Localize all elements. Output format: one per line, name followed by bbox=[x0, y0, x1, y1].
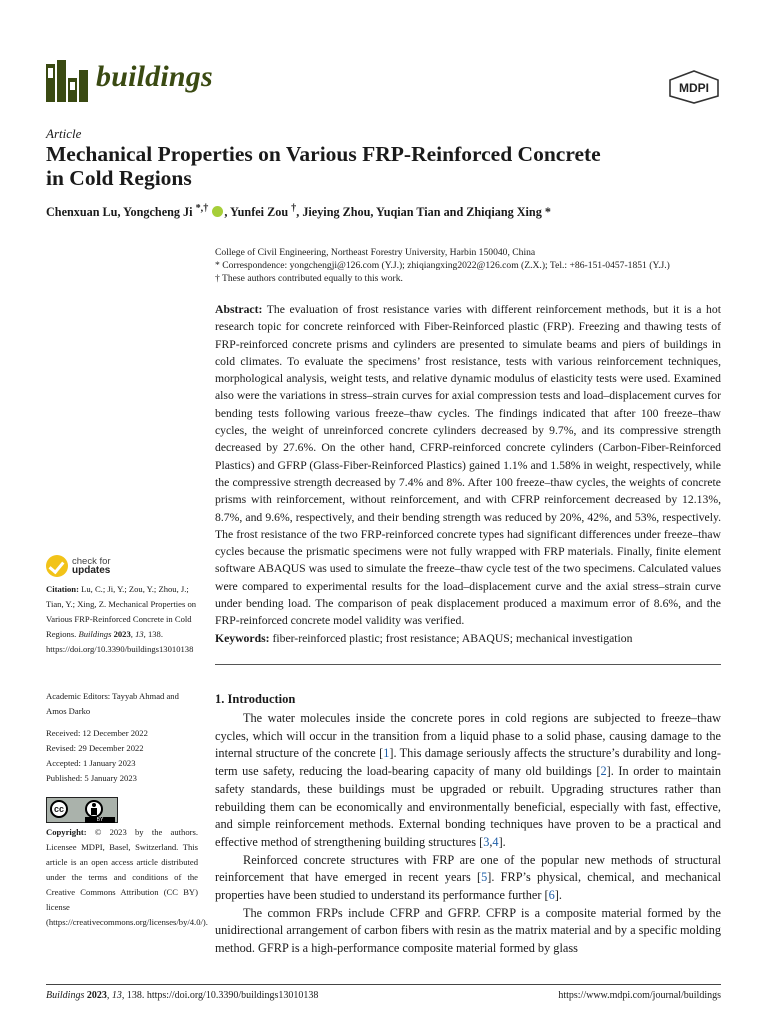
section-heading: 1. Introduction bbox=[215, 692, 296, 706]
title-line-1: Mechanical Properties on Various FRP-Reinforced Concrete bbox=[46, 142, 601, 166]
journal-logo-icon bbox=[46, 60, 90, 102]
author-text: Chenxuan Lu, Yongcheng Ji bbox=[46, 205, 196, 220]
paragraph-text: ]. bbox=[498, 834, 506, 849]
cc-by-license-icon[interactable] bbox=[46, 797, 118, 823]
check-for-updates-button[interactable] bbox=[46, 555, 146, 583]
copyright-notice bbox=[46, 825, 208, 930]
paragraph-text: , bbox=[489, 834, 493, 849]
by-label: BY bbox=[85, 817, 115, 823]
publication-dates bbox=[46, 726, 198, 786]
abstract bbox=[215, 301, 721, 630]
reference-link[interactable]: 2 bbox=[600, 764, 607, 779]
abstract-label: Abstract: bbox=[215, 303, 263, 316]
citation-volume: , 13 bbox=[130, 629, 144, 639]
footer-doi[interactable]: , 138. https://doi.org/10.3390/buildings13010138 bbox=[121, 990, 319, 1001]
affiliation: College of Civil Engineering, Northeast Forestry University, Harbin 150040, China bbox=[215, 247, 536, 258]
citation-journal: Buildings bbox=[78, 629, 112, 639]
citation-text: Lu, C.; Ji, Y.; Zou, Y.; Zhou, J.; Tian, Y.; Xing, Z. Mechanical Properties on Various FRP-Reinforced Concrete in Cold Regions. bbox=[46, 584, 197, 639]
check-icon bbox=[46, 555, 68, 577]
reference-link[interactable]: 6 bbox=[548, 888, 555, 903]
keywords-label: Keywords: bbox=[215, 632, 270, 645]
paragraph-text: ]. In order to maintain safety standards, these buildings must be upgraded or rebuilt. Upgrading structures rather than rebuilding them can be economically and environmentally beneficial, especially with fast, effective, and simple reinforcement methods. External bonding techniques have proven to be a practical and effective method of strengthening building structures [ bbox=[215, 764, 721, 849]
paragraph-text: Reinforced concrete structures with FRP are one of the popular new methods of structural reinforcement that have emerged in recent years [ bbox=[215, 852, 721, 885]
academic-editors: Academic Editors: Tayyab Ahmad and Amos Darko bbox=[46, 691, 179, 716]
footer-citation bbox=[46, 990, 318, 1001]
check-updates-text: updates bbox=[72, 565, 111, 576]
keywords-text: fiber-reinforced plastic; frost resistance; ABAQUS; mechanical investigation bbox=[269, 632, 633, 645]
footer-divider bbox=[46, 984, 721, 985]
reference-link[interactable]: 4 bbox=[492, 834, 499, 849]
keywords bbox=[215, 631, 721, 646]
cc-icon: cc bbox=[50, 800, 68, 818]
received-date: Received: 12 December 2022 bbox=[46, 728, 148, 738]
author-mark: *,† bbox=[195, 203, 209, 214]
author-text: , Jieying Zhou, Yuqian Tian and Zhiqiang Xing * bbox=[296, 205, 551, 220]
footer-journal-url[interactable]: https://www.mdpi.com/journal/buildings bbox=[558, 990, 721, 1001]
paragraph-text: The common FRPs include CFRP and GFRP. CFRP is a composite material formed by the unidirectional arrangement of carbon fibers with resin as the matrix material and by a specific molding method. GFRP is a high-performance composite material formed by glass bbox=[215, 905, 721, 956]
paragraph bbox=[215, 852, 721, 905]
published-date: Published: 5 January 2023 bbox=[46, 773, 137, 783]
reference-link[interactable]: 5 bbox=[481, 870, 488, 885]
footer-year: 2023 bbox=[84, 990, 107, 1001]
copyright-text: © 2023 by the authors. Licensee MDPI, Basel, Switzerland. This article is an open access article distributed under the terms and conditions of the Creative Commons Attribution (CC BY) license (https://creativecommons.org/licenses/by/4.0/). bbox=[46, 827, 208, 927]
reference-link[interactable]: 3 bbox=[483, 834, 490, 849]
section-divider bbox=[215, 664, 721, 665]
author-mark: † bbox=[291, 203, 297, 214]
paragraph bbox=[215, 710, 721, 852]
check-updates-text: check for bbox=[72, 556, 111, 567]
article-type: Article bbox=[46, 126, 82, 141]
journal-name: buildings bbox=[96, 60, 213, 93]
paragraph bbox=[215, 905, 721, 958]
paragraph-text: ]. bbox=[554, 888, 562, 903]
footer-volume: , 13 bbox=[106, 990, 122, 1001]
abstract-text: The evaluation of frost resistance varies with different reinforcement methods, but it is a hot research topic for concrete reinforced with Fiber-Reinforced plastic (FRP). Freezing and thawing tests of FRP-reinforced concrete prisms and cylinders are presented to simulate beams and piers of buildings in cold climates. To evaluate the specimens’ frost resistance, tests with various reinforcement techniques, morphological analysis, weight tests, and relative dynamic modulus of elasticity tests were used. Examined also were the variations in stress–strain curves for axial compression tests and load–displacement curves for bending tests following various freeze–thaw cycles. The findings indicated that after 100 freeze–thaw cycles, the weight of unreinforced concrete cylinders decreased by 9.7%, and its compressive strength decreased by 27.6%. On the other hand, CFRP-reinforced concrete cylinders (Carbon-Fiber-Reinforced Plastics) and GFRP (Glass-Fiber-Reinforced Plastics) gained 1.1% and 1.58% in weight, respectively, while the compressive strength decreased by 7.4% and 8%. After 100 freeze–thaw cycles, the weights of concrete prisms with reinforcement, without reinforcement, and with CFRP reinforcement decreased by 12.13%, 8.7%, and 9.6%, respectively, and their bending strength was reduced by 20%, 42%, and 53%, respectively. The frost resistance of the two FRP-reinforced concrete types had significant differences under freeze–thaw cycles because the prismatic specimens were not fully wrapped with FRP materials. Finally, finite element software ABAQUS was used to simulate the freeze–thaw cycle test of the two specimens. Calculated values were compared to experimental results for the load–displacement curve and the axial stress–strain curve under bending load. The comparison of peak displacement produced a maximum error of 8.6%, and the FRP-reinforced concrete model validity was verified. bbox=[215, 303, 721, 628]
citation-doi[interactable]: , 138. https://doi.org/10.3390/buildings13010138 bbox=[46, 629, 194, 654]
revised-date: Revised: 29 December 2022 bbox=[46, 743, 144, 753]
citation-label: Citation: bbox=[46, 584, 79, 594]
correspondence: * Correspondence: yongchengji@126.com (Y.J.); zhiqiangxing2022@126.com (Z.X.); Tel.: +86-151-0457-1851 (Y.J.) bbox=[215, 260, 670, 271]
orcid-icon[interactable] bbox=[212, 206, 223, 217]
attribution-person-icon bbox=[85, 800, 103, 818]
paragraph-text: The water molecules inside the concrete pores in cold regions are subjected to freeze–thaw cycles, which will occur in the transition from a liquid phase to a solid phase, causing damage to the internal structure of the concrete [ bbox=[215, 711, 721, 761]
title-line-2: in Cold Regions bbox=[46, 166, 192, 190]
citation bbox=[46, 582, 198, 657]
footer-journal: Buildings bbox=[46, 990, 85, 1001]
author-list bbox=[46, 203, 551, 220]
paragraph-text: ]. FRP’s physical, chemical, and mechanical properties have been studied to understand its performance further [ bbox=[215, 870, 721, 903]
publisher-name: MDPI bbox=[679, 81, 709, 95]
intro-body bbox=[215, 710, 721, 958]
equal-contribution-note: † These authors contributed equally to this work. bbox=[215, 273, 403, 284]
copyright-label: Copyright: bbox=[46, 827, 87, 837]
reference-link[interactable]: 1 bbox=[383, 746, 390, 761]
mdpi-logo-icon bbox=[668, 70, 720, 104]
author-text: , Yunfei Zou bbox=[224, 205, 292, 220]
accepted-date: Accepted: 1 January 2023 bbox=[46, 758, 136, 768]
citation-year: 2023 bbox=[111, 629, 131, 639]
article-title bbox=[46, 142, 726, 190]
paragraph-text: ]. This damage seriously affects the structure’s durability and long-term use safety, reducing the load-bearing capacity of many old buildings [ bbox=[215, 746, 721, 779]
